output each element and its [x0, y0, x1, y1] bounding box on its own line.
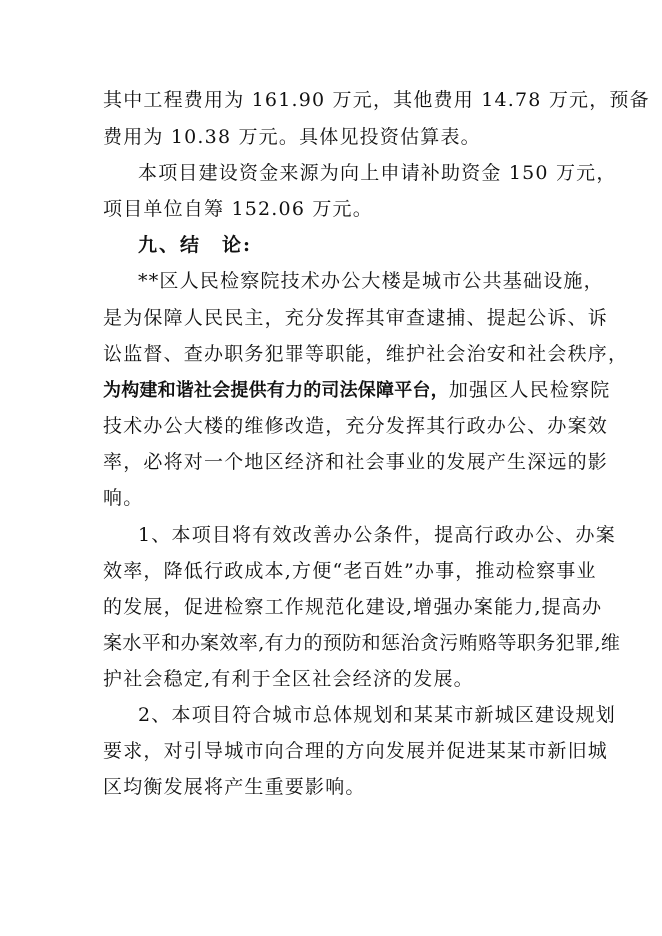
paragraph-line: 技术办公大楼的维修改造，充分发挥其行政办公、办案效: [103, 415, 609, 437]
emphasized-text: 为构建和谐社会提供有力的司法保障平台，: [103, 380, 449, 401]
paragraph-line: 本项目建设资金来源为向上申请补助资金 150 万元，: [138, 162, 617, 184]
section-heading: 九、结 论:: [138, 234, 253, 256]
paragraph-text: 加强区人民检察院: [448, 379, 611, 401]
paragraph-line: 1、本项目将有效改善办公条件，提高行政办公、办案: [138, 524, 616, 546]
paragraph-line: 率，必将对一个地区经济和社会事业的发展产生深远的影: [103, 451, 609, 473]
paragraph-line: 护社会稳定,有利于全区社会经济的发展。: [103, 668, 474, 690]
paragraph-line: 区均衡发展将产生重要影响。: [103, 776, 366, 798]
paragraph-line: 效率，降低行政成本,方便“老百姓”办事，推动检察事业: [103, 560, 597, 582]
paragraph-line: 的发展，促进检察工作规范化建设,增强办案能力,提高办: [103, 596, 603, 618]
paragraph-line: 是为保障人民民主，充分发挥其审查逮捕、提起公诉、诉: [103, 307, 609, 329]
paragraph-line: 讼监督、查办职务犯罪等职能，维护社会治安和社会秩序，: [103, 343, 629, 365]
paragraph-line: 要求，对引导城市向合理的方向发展并促进某某市新旧城: [103, 740, 609, 762]
paragraph-line: [103, 378, 610, 403]
paragraph-line: 费用为 10.38 万元。具体见投资估算表。: [103, 126, 481, 148]
paragraph-line: 案水平和办案效率,有力的预防和惩治贪污贿赂等职务犯罪,维: [103, 632, 621, 654]
paragraph-line: 其中工程费用为 161.90 万元，其他费用 14.78 万元，预备: [103, 89, 650, 111]
paragraph-line: 响。: [103, 487, 144, 509]
paragraph-line: 项目单位自筹 152.06 万元。: [103, 198, 373, 220]
paragraph-line: **区人民检察院技术办公大楼是城市公共基础设施，: [138, 270, 604, 292]
paragraph-line: 2、本项目符合城市总体规划和某某市新城区建设规划: [138, 704, 616, 726]
